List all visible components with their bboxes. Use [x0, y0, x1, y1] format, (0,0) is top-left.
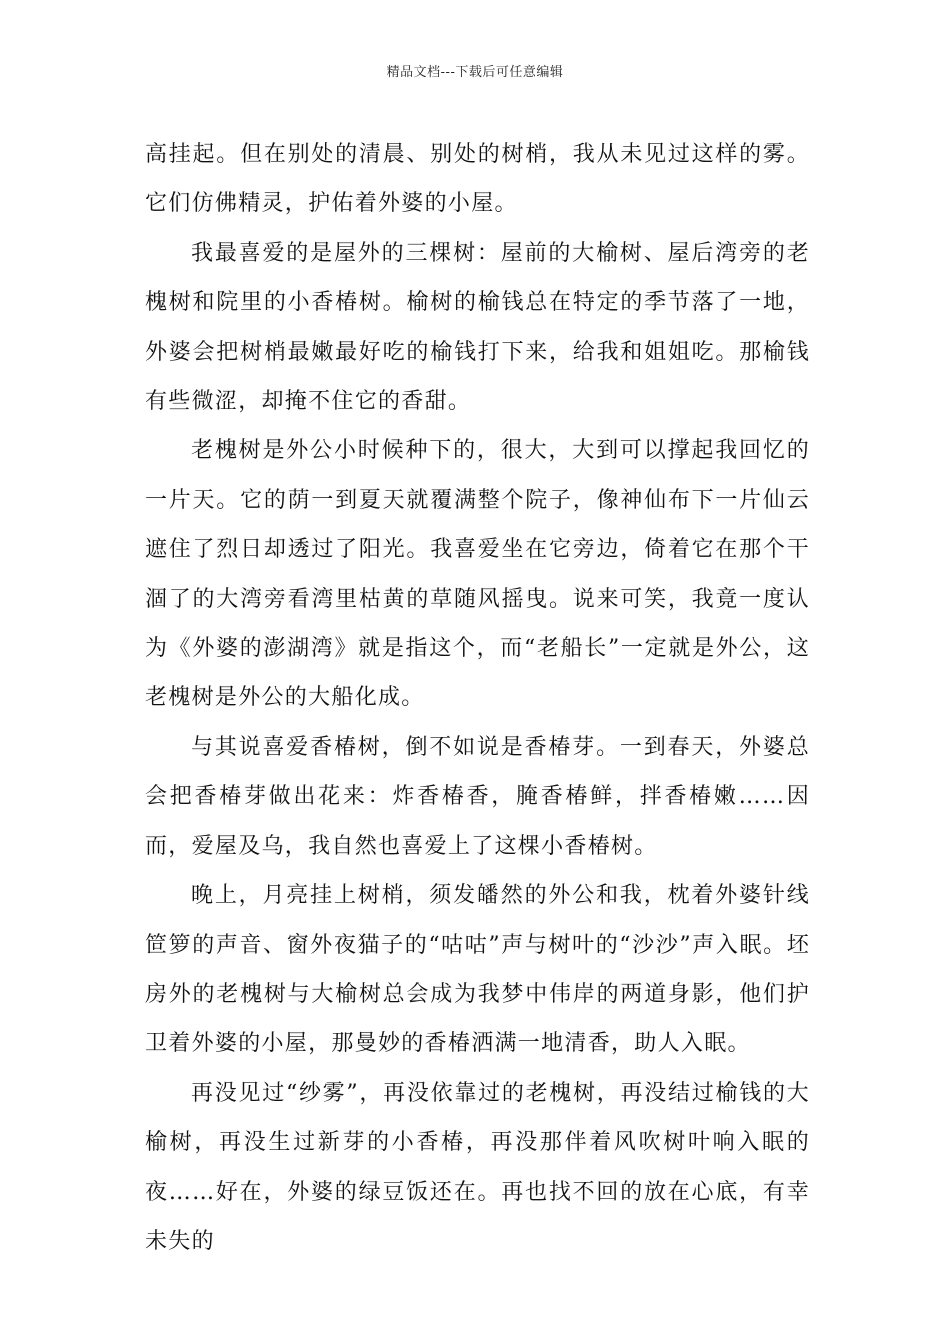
paragraph-continuation: 高挂起。但在别处的清晨、别处的树梢，我从未见过这样的雾。它们仿佛精灵，护佑着外婆的小屋。: [145, 142, 810, 217]
paragraph-three-trees: 我最喜爱的是屋外的三棵树：屋前的大榆树、屋后湾旁的老槐树和院里的小香椿树。榆树的榆钱总在特定的季节落了一地，外婆会把树梢最嫩最好吃的榆钱打下来，给我和姐姐吃。那榆钱有些微涩，却掩不住它的香甜。: [145, 240, 810, 415]
article-body: [145, 130, 810, 1266]
paragraph-old-locust-tree: 老槐树是外公小时候种下的，很大，大到可以撑起我回忆的一片天。它的荫一到夏天就覆满整个院子，像神仙布下一片仙云遮住了烈日却透过了阳光。我喜爱坐在它旁边，倚着它在那个干涸了的大湾旁看湾里枯黄的草随风摇曳。说来可笑，我竟一度认为《外婆的澎湖湾》就是指这个，而“老船长”一定就是外公，这老槐树是外公的大船化成。: [145, 438, 810, 711]
page-header: 精品文档---下载后可任意编辑: [386, 65, 564, 80]
paragraph-night: 晚上，月亮挂上树梢，须发皤然的外公和我，枕着外婆针线笸箩的声音、窗外夜猫子的“咕咕”声与树叶的“沙沙”声入眠。坯房外的老槐树与大榆树总会成为我梦中伟岸的两道身影，他们护卫着外婆的小屋，那曼妙的香椿洒满一地清香，助人入眠。: [145, 883, 810, 1057]
paragraph-memories: 再没见过“纱雾”，再没依靠过的老槐树，再没结过榆钱的大榆树，再没生过新芽的小香椿，再没那伴着风吹树叶响入眠的夜……好在，外婆的绿豆饭还在。再也找不回的放在心底，有幸未失的: [145, 1080, 810, 1254]
paragraph-toon-tree: 与其说喜爱香椿树，倒不如说是香椿芽。一到春天，外婆总会把香椿芽做出花来：炸香椿香，腌香椿鲜，拌香椿嫩……因而，爱屋及乌，我自然也喜爱上了这棵小香椿树。: [145, 734, 810, 859]
